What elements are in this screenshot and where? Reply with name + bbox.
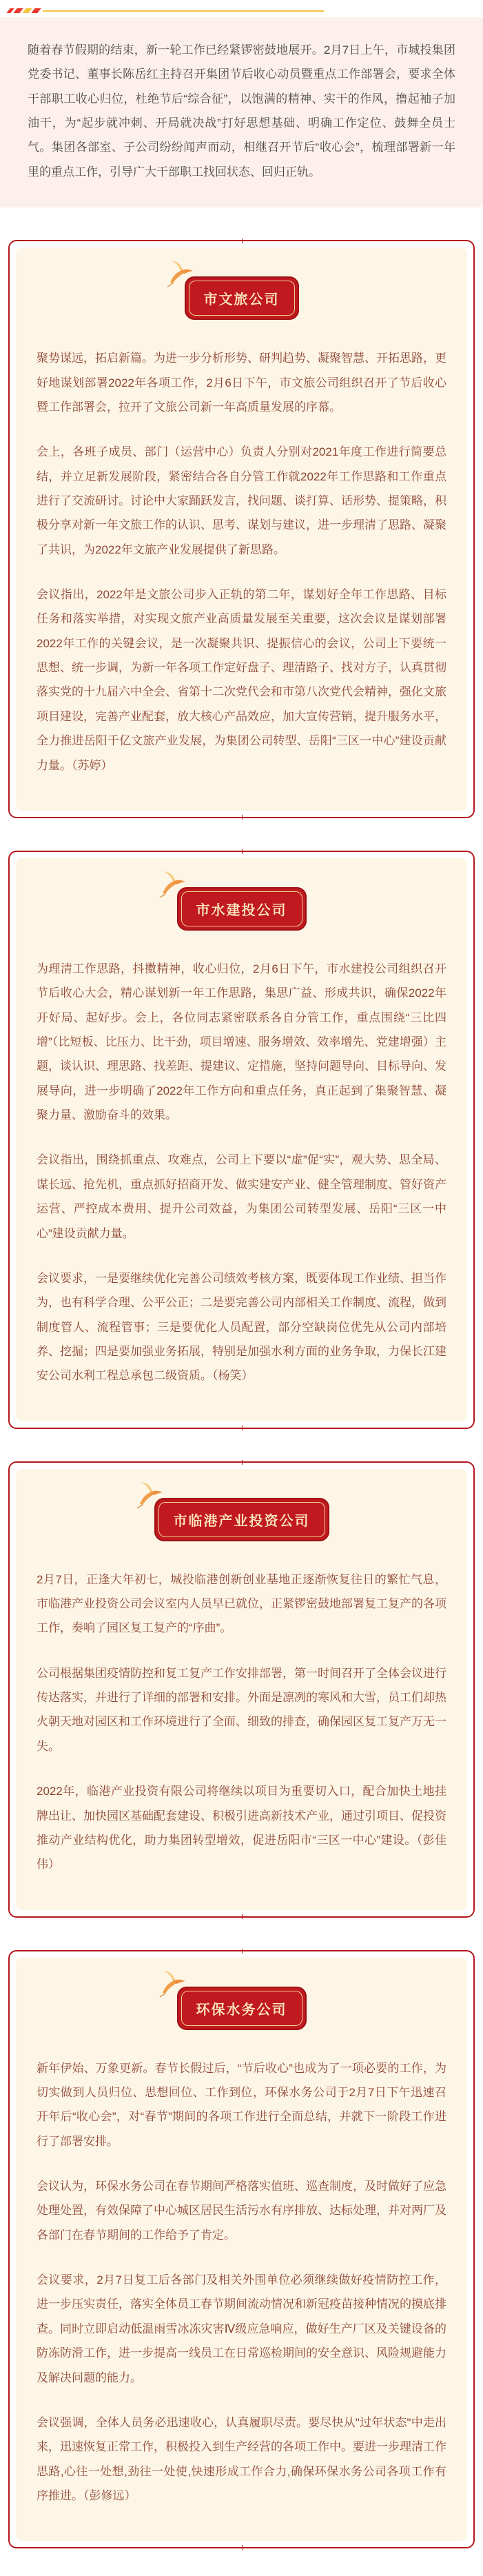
card-title-badge bbox=[154, 1498, 329, 1541]
crane-icon bbox=[158, 869, 188, 898]
card-paragraph: 新年伊始、万象更新。春节长假过后，“节后收心”也成为了一项必要的工作，为切实做到人员归位、思想回位、工作到位，环保水务公司于2月7日下午迅速召开年后“收心会”，对“春节”期间的各项工作进行全面总结，并就下一阶段工作进行了部署安排。 bbox=[37, 2061, 446, 2148]
card-title: 市文旅公司 bbox=[203, 292, 280, 308]
card-title: 市临港产业投资公司 bbox=[173, 1513, 310, 1529]
card-header bbox=[37, 887, 446, 931]
card-title: 环保水务公司 bbox=[196, 2002, 287, 2018]
card-shuijiantou-company bbox=[8, 851, 475, 1429]
card-paragraph: 公司根据集团疫情防控和复工复产工作安排部署，第一时间召开了全体会议进行传达落实，并进行了详细的部署和安排。外面是凛冽的寒风和大雪，员工们却热火朝天地对园区和工作环境进行了全面、细致的排查，确保园区复工复产万无一失。 bbox=[37, 1666, 446, 1753]
card-header bbox=[37, 1498, 446, 1541]
card-header bbox=[37, 1987, 446, 2030]
card-body bbox=[16, 858, 467, 1421]
card-huanbaoshuiwu-company bbox=[8, 1950, 475, 2549]
card-title: 市水建投公司 bbox=[196, 902, 287, 918]
card-header bbox=[37, 276, 446, 320]
divider-line bbox=[43, 10, 324, 12]
card-paragraph: 为理清工作思路，抖擞精神，收心归位，2月6日下午，市水建投公司组织召开节后收心大会，精心谋划新一年工作思路，集思广益、形成共识，确保2022年开好局、起好步。会上，各位同志紧密联系各自分管工作，重点围绕“三比四增”（比短板、比压力、比干劲，项目增速、服务增效、效率增先、党建增强）主题，谈认识、理思路、找差距、提建议、定措施，坚持问题导向、目标导向、发展导向，进一步明确了2022年工作方向和重点任务，真正起到了集聚智慧、凝聚力量、激励奋斗的效果。 bbox=[37, 962, 446, 1122]
crane-icon bbox=[158, 1969, 188, 1998]
card-title-badge bbox=[185, 276, 299, 320]
card-body bbox=[16, 1958, 467, 2542]
card-paragraph: 会议要求，一是要继续优化完善公司绩效考核方案，既要体现工作业绩、担当作为，也有科学合理、公平公正；二是要完善公司内部相关工作制度、流程，做到制度管人、流程管事；三是要优化人员配置，部分空缺岗位优先从公司内部培养、挖掘；四是要加强业务拓展，特别是加强水利方面的业务争取，力保长江建安公司水利工程总承包二级资质。（杨笑） bbox=[37, 1271, 446, 1383]
card-paragraph: 会议强调，全体人员务必迅速收心，认真履职尽责。要尽快从"过年状态"中走出来，迅速恢复正常工作，积极投入到生产经营的各项工作中。要进一步理清工作思路,心往一处想,劲往一处使,快速形成工作合力,确保环保水务公司各项工作有序推进。（彭修远） bbox=[37, 2415, 446, 2502]
card-paragraph: 2022年，临港产业投资有限公司将继续以项目为重要切入口，配合加快土地挂牌出让、加快园区基础配套建设、积极引进高新技术产业，通过引项目、促投资推动产业结构优化，助力集团转型增效，促进岳阳市“三区一中心”建设。（彭佳伟） bbox=[37, 1785, 446, 1872]
card-paragraph: 会议要求，2月7日复工后各部门及相关外围单位必须继续做好疫情防控工作，进一步压实责任，落实全体员工春节期间流动情况和新冠疫苗接种情况的摸底排查。同时立即启动低温雨雪冰冻灾害Ⅳ级应急响应，做好生产厂区及关键设备的防冻防滑工作，进一步提高一线员工在日常巡检期间的安全意识、风险规避能力及解决问题的能力。 bbox=[37, 2273, 446, 2384]
card-body bbox=[16, 1469, 467, 1910]
slash-decoration-icon bbox=[31, 8, 41, 13]
intro-paragraph: 随着春节假期的结束，新一轮工作已经紧锣密鼓地展开。2月7日上午，市城投集团党委书记、董事长陈岳红主持召开集团节后收心动员暨重点工作部署会，要求全体干部职工收心归位，杜绝节后“综合征”，以饱满的精神、实干的作风，撸起袖子加油干，为“起步就冲刺、开局就决战”打好思想基础、明确工作定位、鼓舞全员士气。集团各部室、子公司纷纷闻声而动，相继召开节后“收心会”，梳理部署新一年里的重点工作，引导广大干部职工找回状态、回归正轨。 bbox=[28, 43, 455, 179]
card-paragraph: 会议指出，围绕抓重点、攻难点，公司上下要以“虚”促“实”，观大势、思全局、谋长远、抢先机，重点抓好招商开发、做实建安产业、健全管理制度、管好资产运营、严控成本费用、提升公司效益，为集团公司转型发展、岳阳“三区一中心”建设贡献力量。 bbox=[37, 1153, 446, 1240]
crane-icon bbox=[165, 258, 196, 287]
card-title-badge bbox=[177, 1987, 307, 2030]
card-paragraph: 2月7日，正逢大年初七，城投临港创新创业基地正逐渐恢复往日的繁忙气息，市临港产业投资公司会议室内人员早已就位，正紧锣密鼓地部署复工复产的各项工作，奏响了园区复工复产的“序曲”。 bbox=[37, 1572, 446, 1635]
card-paragraph: 会上，各班子成员、部门（运营中心）负责人分别对2021年度工作进行简要总结，并立足新发展阶段，紧密结合各自分管工作就2022年工作思路和工作重点进行了交流研讨。讨论中大家踊跃发言，找问题、谈打算、话形势、提策略，积极分享对新一年文旅工作的认识、思考、谋划与建议，进一步理清了思路、凝聚了共识，为2022年文旅产业发展提供了新思路。 bbox=[37, 445, 446, 556]
card-paragraph: 会议指出，2022年是文旅公司步入正轨的第二年，谋划好全年工作思路、目标任务和落实举措，对实现文旅产业高质量发展至关重要，这次会议是谋划部署2022年工作的关键会议，是一次凝聚共识、提振信心的会议，公司上下要统一思想、统一步调，为新一年各项工作定好盘子、理清路子、找对方子，认真贯彻落实党的十九届六中全会、省第十二次党代会和市第八次党代会精神，强化文旅项目建设，完善产业配套，放大核心产品效应，加大宣传营销，提升服务水平，全力推进岳阳千亿文旅产业发展，为集团公司转型、岳阳“三区一中心”建设贡献力量。（苏婷） bbox=[37, 588, 446, 772]
card-paragraph: 聚势谋远，拓启新篇。为进一步分析形势、研判趋势、凝聚智慧、开拓思路，更好地谋划部署2022年各项工作，2月6日下午，市文旅公司组织召开了节后收心暨工作部署会，拉开了文旅公司新一年高质量发展的序幕。 bbox=[37, 352, 446, 414]
card-wenlv-company bbox=[8, 240, 475, 818]
card-lingang-company bbox=[8, 1461, 475, 1918]
top-decoration bbox=[0, 0, 483, 17]
card-body bbox=[16, 247, 467, 811]
card-title-badge bbox=[177, 887, 307, 931]
intro-section bbox=[0, 17, 483, 207]
card-paragraph: 会议认为，环保水务公司在春节期间严格落实值班、巡查制度，及时做好了应急处理处置，有效保障了中心城区居民生活污水有序排放、达标处理，并对两厂及各部门在春节期间的工作给予了肯定。 bbox=[37, 2180, 446, 2242]
crane-icon bbox=[135, 1480, 165, 1509]
